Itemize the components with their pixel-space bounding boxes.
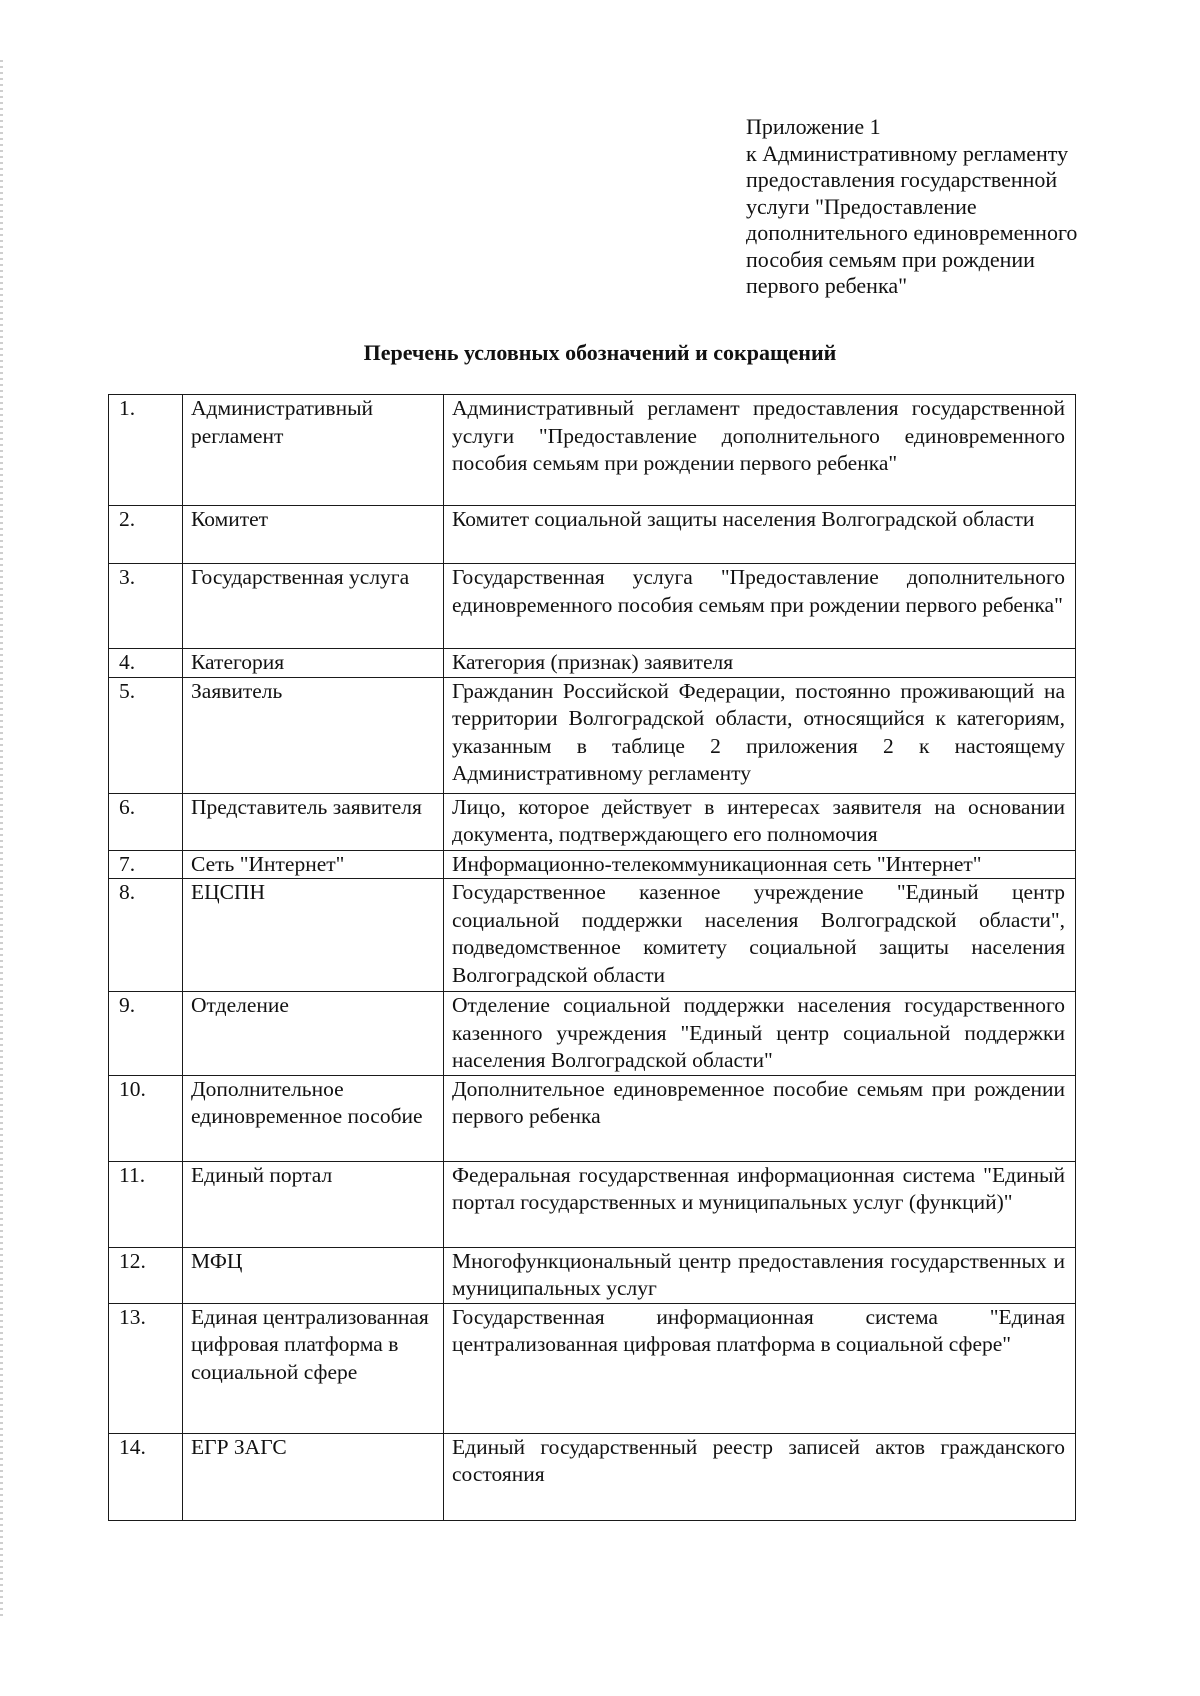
row-term: МФЦ (183, 1247, 444, 1303)
row-definition: Гражданин Российской Федерации, постоянно проживающий на территории Волгоградской области, относящийся к категориям, указанным в таблице 2 приложения 2 к настоящему Административному регламенту (444, 677, 1076, 793)
appendix-header-line: Приложение 1 (746, 114, 881, 139)
row-number: 12. (109, 1247, 183, 1303)
appendix-header (746, 114, 1176, 300)
row-definition: Единый государственный реестр записей актов гражданского состояния (444, 1433, 1076, 1520)
row-term: Комитет (183, 506, 444, 564)
row-term: Дополнительное единовременное пособие (183, 1075, 444, 1161)
row-definition: Комитет социальной защиты населения Волгоградской области (444, 506, 1076, 564)
row-term: Единая централизованная цифровая платформа в социальной сфере (183, 1303, 444, 1433)
row-definition: Административный регламент предоставления государственной услуги "Предоставление дополнительного единовременного пособия семьям при рождении первого ребенка" (444, 395, 1076, 506)
row-term: ЕЦСПН (183, 879, 444, 992)
table-row (109, 1161, 1076, 1247)
row-definition: Государственная услуга "Предоставление дополнительного единовременного пособия семьям при рождении первого ребенка" (444, 564, 1076, 649)
row-number: 11. (109, 1161, 183, 1247)
appendix-header-line: дополнительного единовременного (746, 220, 1078, 245)
row-term: Сеть "Интернет" (183, 850, 444, 879)
appendix-header-line: пособия семьям при рождении (746, 246, 1035, 272)
row-definition: Государственная информационная система "Единая централизованная цифровая платформа в социальной сфере" (444, 1303, 1076, 1433)
table-row (109, 1075, 1076, 1161)
row-definition: Информационно-телекоммуникационная сеть "Интернет" (444, 850, 1076, 879)
table-row (109, 506, 1076, 564)
page-edge (0, 60, 3, 1620)
table-row (109, 649, 1076, 678)
row-term: Представитель заявителя (183, 793, 444, 850)
row-number: 5. (109, 677, 183, 793)
table-row (109, 879, 1076, 992)
appendix-header-line: услуги "Предоставление (746, 193, 977, 219)
abbreviations-table (108, 394, 1076, 1521)
table-row (109, 564, 1076, 649)
row-number: 10. (109, 1075, 183, 1161)
table-row (109, 395, 1076, 506)
row-number: 14. (109, 1433, 183, 1520)
row-number: 4. (109, 649, 183, 678)
table-row (109, 677, 1076, 793)
row-number: 8. (109, 879, 183, 992)
row-definition: Федеральная государственная информационная система "Единый портал государственных и муниципальных услуг (функций)" (444, 1161, 1076, 1247)
row-number: 13. (109, 1303, 183, 1433)
table-row (109, 793, 1076, 850)
row-number: 7. (109, 850, 183, 879)
table-row (109, 992, 1076, 1076)
row-term: ЕГР ЗАГС (183, 1433, 444, 1520)
table-row (109, 850, 1076, 879)
table-row (109, 1247, 1076, 1303)
row-definition: Категория (признак) заявителя (444, 649, 1076, 678)
row-number: 1. (109, 395, 183, 506)
document-title: Перечень условных обозначений и сокращений (363, 340, 837, 365)
table-row (109, 1303, 1076, 1433)
row-definition: Отделение социальной поддержки населения государственного казенного учреждения "Единый центр социальной поддержки населения Волгоградской области" (444, 992, 1076, 1076)
row-term: Категория (183, 649, 444, 678)
row-term: Отделение (183, 992, 444, 1076)
table-row (109, 1433, 1076, 1520)
row-definition: Многофункциональный центр предоставления государственных и муниципальных услуг (444, 1247, 1076, 1303)
row-number: 6. (109, 793, 183, 850)
row-term: Единый портал (183, 1161, 444, 1247)
row-number: 9. (109, 992, 183, 1076)
appendix-header-line: первого ребенка" (746, 273, 908, 298)
row-term: Государственная услуга (183, 564, 444, 649)
row-definition: Лицо, которое действует в интересах заявителя на основании документа, подтверждающего его полномочия (444, 793, 1076, 850)
row-number: 3. (109, 564, 183, 649)
appendix-header-line: предоставления государственной (746, 167, 1058, 192)
row-term: Административный регламент (183, 395, 444, 506)
row-number: 2. (109, 506, 183, 564)
row-definition: Дополнительное единовременное пособие семьям при рождении первого ребенка (444, 1075, 1076, 1161)
appendix-header-line: к Административному регламенту (746, 140, 1069, 166)
row-term: Заявитель (183, 677, 444, 793)
row-definition: Государственное казенное учреждение "Единый центр социальной поддержки населения Волгоградской области", подведомственное комитету социальной защиты населения Волгоградской области (444, 879, 1076, 992)
